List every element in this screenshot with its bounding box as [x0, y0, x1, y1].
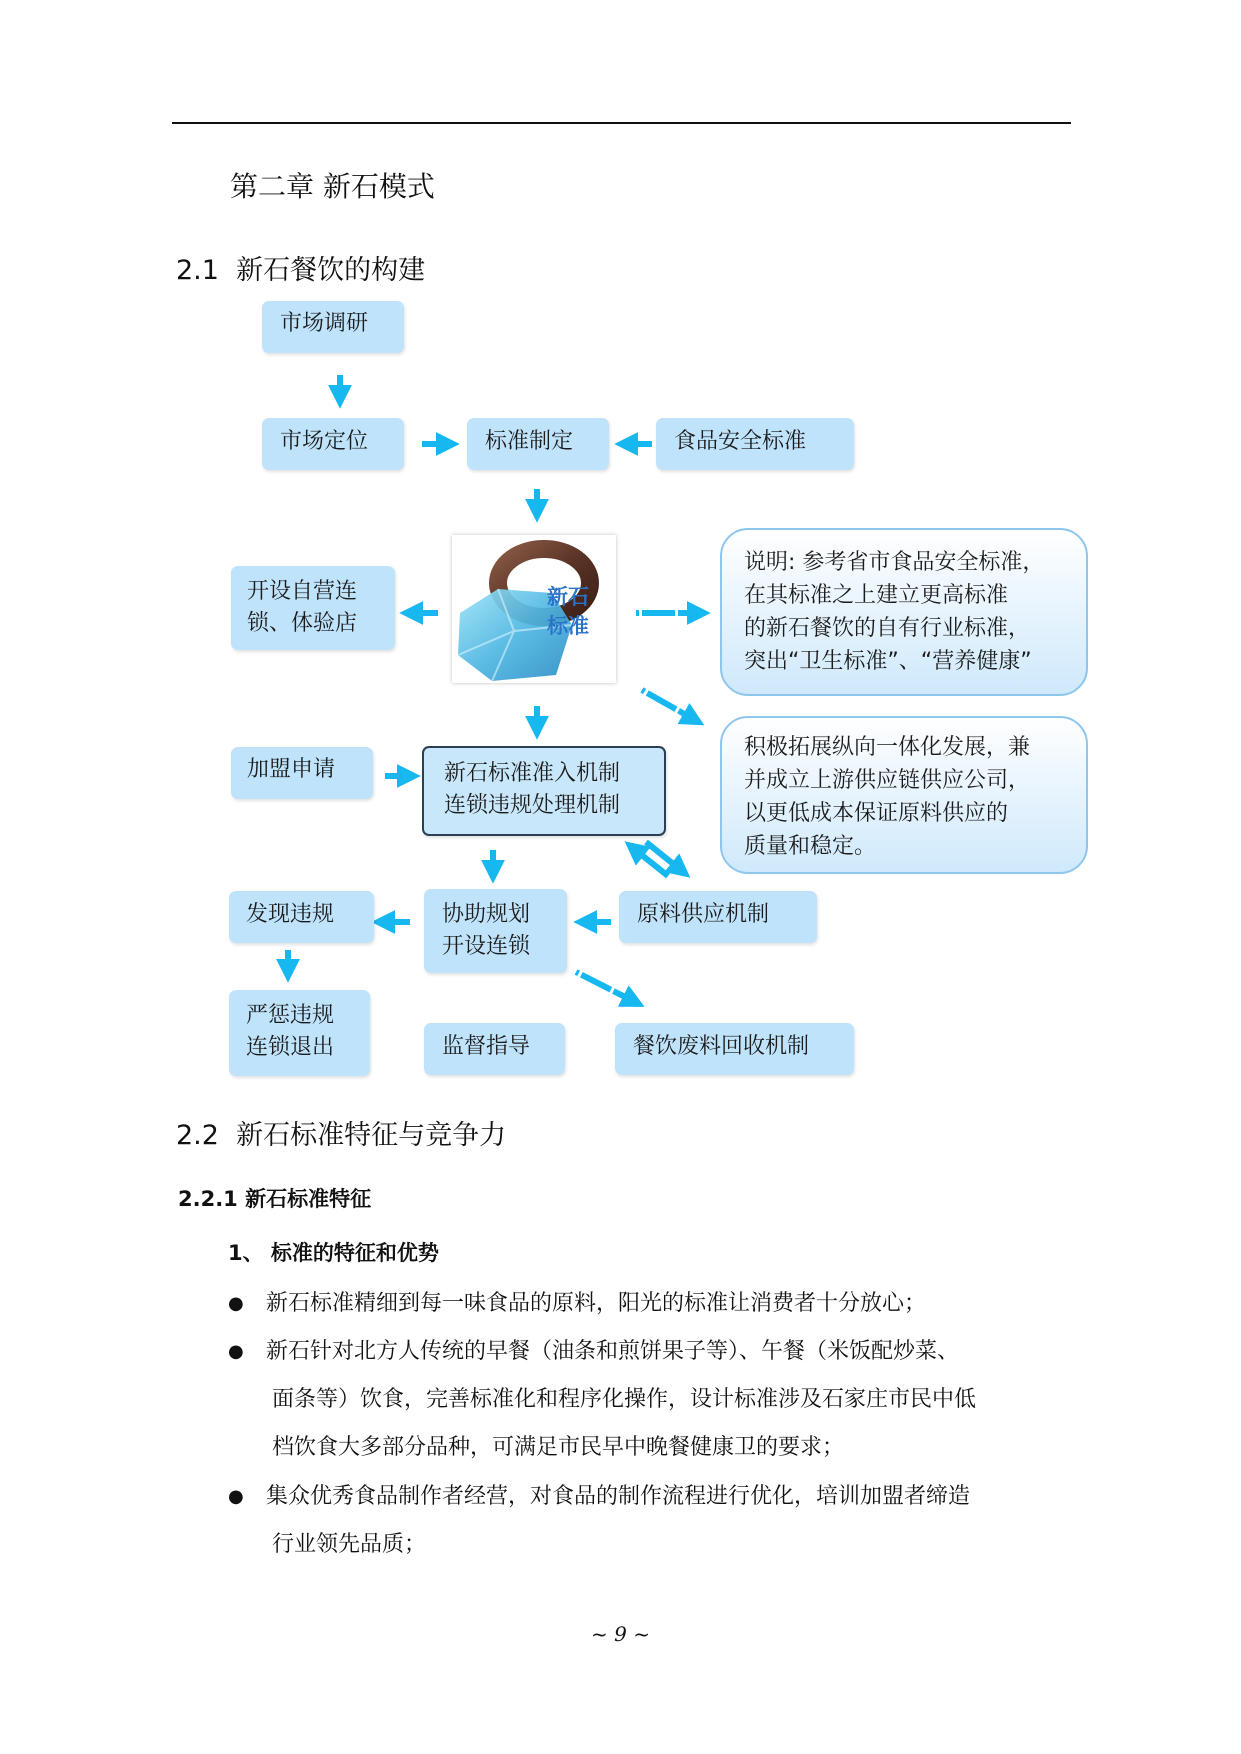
bullet-item	[228, 1473, 1088, 1569]
box-label-line: 新石标准准入机制	[444, 761, 621, 786]
box-label-line: 锁、体验店	[247, 611, 358, 636]
center-label-line: 标准	[547, 614, 589, 638]
bullet-line: 行业领先品质；	[272, 1532, 427, 1557]
section-title: 新石标准特征与竞争力	[236, 1120, 507, 1151]
note-line: 质量和稳定。	[744, 834, 877, 859]
subsection-number: 2.2.1	[178, 1187, 238, 1211]
box-label-line: 开设连锁	[442, 934, 531, 959]
box-label: 加盟申请	[247, 757, 336, 782]
box-market-position	[262, 418, 404, 470]
bullet-line: 新石标准精细到每一味食品的原料，阳光的标准让消费者十分放心；	[266, 1291, 927, 1316]
box-label: 监督指导	[442, 1034, 531, 1059]
box-label-line: 连锁退出	[246, 1035, 335, 1060]
box-mechanisms	[422, 746, 666, 836]
note-line: 在其标准之上建立更高标准	[744, 583, 1009, 608]
box-franchise-apply	[231, 747, 373, 799]
note-description	[720, 528, 1088, 696]
box-label: 餐饮废料回收机制	[633, 1034, 810, 1059]
note-line: 并成立上游供应链供应公司，	[744, 768, 1031, 793]
xinshi-standard-image	[452, 535, 616, 683]
box-food-safety-standard	[656, 418, 854, 470]
box-label-line: 开设自营连	[247, 579, 358, 604]
box-find-violation	[229, 891, 374, 943]
bullet-item	[228, 1328, 1088, 1472]
box-label: 标准制定	[485, 429, 574, 454]
box-assist-planning	[424, 889, 567, 973]
box-label: 食品安全标准	[674, 429, 807, 454]
box-waste-recycling	[615, 1023, 854, 1075]
bullet-dot-icon: ●	[228, 1486, 244, 1507]
bullet-line: 面条等）饮食，完善标准化和程序化操作，设计标准涉及石家庄市民中低	[272, 1387, 977, 1412]
box-raw-material-supply	[619, 891, 817, 943]
page-number: ~ 9 ~	[591, 1622, 650, 1646]
section-number: 2.2	[176, 1120, 219, 1151]
note-line: 积极拓展纵向一体化发展，兼	[744, 735, 1031, 760]
box-label-line: 协助规划	[442, 902, 531, 927]
note-integration	[720, 716, 1088, 874]
bullet-line: 档饮食大多部分品种，可满足市民早中晚餐健康卫的要求；	[272, 1435, 845, 1460]
box-supervision	[424, 1023, 565, 1075]
box-market-research	[262, 301, 404, 353]
section-number: 2.1	[176, 255, 219, 286]
center-label-line: 新石	[547, 585, 589, 609]
box-label: 发现违规	[246, 902, 335, 927]
note-line: 突出“卫生标准”、“营养健康”	[744, 649, 1032, 674]
section-heading-2-2	[176, 1113, 506, 1152]
box-label: 市场定位	[280, 429, 369, 454]
arrow-assist-to-waste	[576, 972, 635, 1002]
chapter-title: 第二章 新石模式	[230, 170, 435, 203]
item-heading: 1、 标准的特征和优势	[228, 1241, 439, 1265]
box-label-line: 严惩违规	[246, 1003, 335, 1028]
note-line: 说明: 参考省市食品安全标准，	[744, 550, 1045, 575]
section-title: 新石餐饮的构建	[236, 255, 426, 286]
arrow-center-to-note2	[642, 690, 695, 720]
subsection-heading	[178, 1183, 371, 1213]
bullet-dot-icon: ●	[228, 1341, 244, 1362]
box-open-stores	[231, 566, 395, 650]
note-line: 以更低成本保证原料供应的	[744, 801, 1009, 826]
box-label: 市场调研	[280, 311, 369, 336]
bullet-item	[228, 1280, 1088, 1328]
note-line: 的新石餐饮的自有行业标准，	[744, 616, 1031, 641]
subsection-title: 新石标准特征	[245, 1187, 372, 1211]
box-label: 原料供应机制	[637, 902, 770, 927]
box-punish-violation	[229, 990, 370, 1076]
box-standard-setting	[467, 418, 609, 470]
center-label	[538, 583, 598, 641]
arrow-mechanisms-to-raw	[646, 842, 682, 871]
box-label-line: 连锁违规处理机制	[444, 793, 621, 818]
bullet-line: 新石针对北方人传统的早餐（油条和煎饼果子等）、午餐（米饭配炒菜、	[266, 1339, 960, 1364]
bullet-dot-icon: ●	[228, 1293, 244, 1314]
bullet-line: 集众优秀食品制作者经营，对食品的制作流程进行优化，培训加盟者缔造	[266, 1484, 971, 1509]
